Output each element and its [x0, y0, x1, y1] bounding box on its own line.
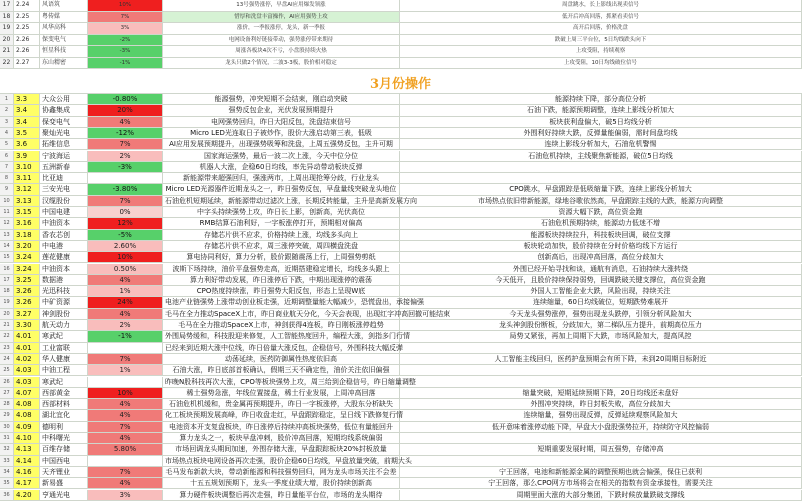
- table-row: [0, 139, 802, 150]
- logic-cell[interactable]: 连续缩量，强势出现反弹，反弹延续观察风险加大: [400, 410, 802, 420]
- logic-cell[interactable]: 跌破上周三平台位，5日均线跌头向下: [400, 35, 802, 46]
- stock-name-cell[interactable]: 百维存储: [40, 444, 88, 454]
- logic-cell[interactable]: 局势又紧张，再加上周期下大跌，市场风险加大，提高风控: [400, 331, 802, 341]
- stock-name-cell[interactable]: 西部材料: [40, 399, 88, 409]
- stock-name-cell[interactable]: 中油工程: [40, 365, 88, 375]
- change-cell[interactable]: 20%: [88, 105, 163, 115]
- stock-name-cell[interactable]: 寒武纪: [40, 377, 88, 387]
- logic-cell[interactable]: 今天龙头强势涨停，强势出现龙头跌停，引领分析风险加大: [400, 309, 802, 319]
- reason-cell[interactable]: 市场回调龙头期间加速，外围存储大涨，早盘跟踪板块20%封板放量: [163, 444, 400, 454]
- row-number[interactable]: 24: [0, 354, 14, 364]
- stock-name-cell[interactable]: 华人健康: [40, 354, 88, 364]
- change-cell[interactable]: -12%: [88, 128, 163, 138]
- change-cell[interactable]: [88, 377, 163, 387]
- table-row: [0, 252, 802, 263]
- change-cell[interactable]: 5.80%: [88, 444, 163, 454]
- date-cell[interactable]: 3.3: [14, 94, 40, 104]
- change-cell[interactable]: 12%: [88, 218, 163, 228]
- stock-name-cell[interactable]: 粤传媒: [40, 12, 88, 23]
- logic-cell[interactable]: 周期里面大涨的大部分集团，下跌时候放量跌破支撑线: [400, 490, 802, 500]
- reason-cell[interactable]: 石油大涨，昨日底部首板确认，假期三天不确定性，油价关注依旧偏强: [163, 365, 400, 375]
- row-number[interactable]: 22: [0, 331, 14, 341]
- row-number[interactable]: 3: [0, 117, 14, 127]
- stock-name-cell[interactable]: 风华高科: [40, 23, 88, 34]
- logic-cell[interactable]: 外国人工智能企业大跌，风险出现，持续关注: [400, 286, 802, 296]
- change-cell[interactable]: [88, 456, 163, 466]
- stock-name-cell[interactable]: 五洲新春: [40, 162, 88, 172]
- date-cell[interactable]: 4.08: [14, 410, 40, 420]
- change-cell[interactable]: 2%: [88, 320, 163, 330]
- change-cell[interactable]: 4%: [88, 410, 163, 420]
- date-cell[interactable]: 3.4: [14, 117, 40, 127]
- reason-cell[interactable]: 13号强势涨停，早盘AI应用爆发领涨: [163, 0, 400, 11]
- logic-cell[interactable]: 连续上影线分析加大，石油危机警惕: [400, 139, 802, 149]
- date-cell[interactable]: 4.10: [14, 433, 40, 443]
- date-cell[interactable]: 4.01: [14, 343, 40, 353]
- reason-cell[interactable]: 市场热点板块电网设备再次走强，股价企稳60日均线，早盘放量突破，前期大头: [165, 456, 412, 465]
- reason-cell[interactable]: 惜厚和洗盘丰富操作，AI应用强势上攻: [163, 12, 400, 23]
- table-row: [0, 331, 802, 342]
- logic-cell[interactable]: 龙头神剑股份断板，分歧加大，第二梯队压力提升，前期高位压力: [400, 320, 802, 330]
- row-number[interactable]: 33: [0, 456, 14, 466]
- stock-name-cell[interactable]: 中科曙光: [40, 433, 88, 443]
- table-row: [0, 399, 802, 410]
- row-number[interactable]: 34: [0, 467, 14, 477]
- logic-cell[interactable]: [400, 173, 802, 183]
- table-row: [0, 320, 802, 331]
- logic-cell[interactable]: 高开后回落，价格洗盘: [400, 23, 802, 34]
- row-number[interactable]: 35: [0, 478, 14, 488]
- stock-name-cell[interactable]: 保变电气: [40, 117, 88, 127]
- stock-name-cell[interactable]: 汉缆股份: [40, 196, 88, 206]
- row-number[interactable]: 2: [0, 105, 14, 115]
- date-cell[interactable]: 2.25: [14, 23, 40, 34]
- row-number[interactable]: 5: [0, 139, 14, 149]
- row-number[interactable]: 20: [0, 35, 14, 46]
- table-row: [0, 12, 802, 24]
- date-cell[interactable]: 3.25: [14, 275, 40, 285]
- table-row: [0, 128, 802, 139]
- change-cell[interactable]: [88, 173, 163, 183]
- date-cell[interactable]: 3.11: [14, 173, 40, 183]
- logic-cell[interactable]: 外围冲突持续，昨日封板失败，高位分歧加大: [400, 399, 802, 409]
- change-cell[interactable]: 3%: [88, 490, 163, 500]
- row-number[interactable]: 15: [0, 252, 14, 262]
- table-row: [0, 94, 802, 105]
- change-cell[interactable]: 4%: [88, 117, 163, 127]
- reason-cell[interactable]: 中字头持续强势上攻，昨日长上影，创新高，光伏高位: [163, 207, 400, 217]
- table-row: [0, 58, 802, 70]
- stock-name-cell[interactable]: 保变电气: [40, 35, 88, 46]
- date-cell[interactable]: 4.16: [14, 467, 40, 477]
- table-row: [0, 241, 802, 252]
- reason-cell[interactable]: 毛马在全力推动SpaceX上市，神剑获得4连板，昨日刚板涨停趋势: [163, 320, 400, 330]
- row-number[interactable]: 22: [0, 58, 14, 69]
- change-cell[interactable]: 7%: [88, 12, 163, 23]
- stock-name-cell[interactable]: 亨通光电: [40, 490, 88, 500]
- table-row: [0, 162, 802, 173]
- change-cell[interactable]: 3%: [88, 23, 163, 34]
- date-cell[interactable]: 2.24: [14, 0, 40, 11]
- change-cell[interactable]: 10%: [88, 0, 163, 11]
- date-cell[interactable]: 3.26: [14, 286, 40, 296]
- change-cell[interactable]: -3%: [88, 162, 163, 172]
- row-number[interactable]: 32: [0, 444, 14, 454]
- reason-cell[interactable]: 国家海运强势，最后一波二次上涨，今天中位分位: [163, 151, 400, 161]
- date-cell[interactable]: 3.5: [14, 128, 40, 138]
- section-title-row: [0, 70, 802, 94]
- stock-name-cell[interactable]: 航天动力: [40, 320, 88, 330]
- stock-name-cell[interactable]: 香农芯创: [40, 230, 88, 240]
- row-number[interactable]: 16: [0, 264, 14, 274]
- change-cell[interactable]: 4%: [88, 399, 163, 409]
- change-cell[interactable]: 2%: [88, 151, 163, 161]
- stock-name-cell[interactable]: 光迅科技: [40, 286, 88, 296]
- logic-cell[interactable]: [400, 343, 802, 353]
- stock-name-cell[interactable]: 中电港: [40, 241, 88, 251]
- stock-name-cell[interactable]: 比亚迪: [40, 173, 88, 183]
- date-cell[interactable]: 3.13: [14, 196, 40, 206]
- reason-cell[interactable]: 电池资本开支复盘板块，昨日涨停后持续冲高板块强势，低位有量能回升: [163, 422, 400, 432]
- reason-cell[interactable]: 石油危机机缓和，贵金属再预期提升，昨日一字板涨停，大股东分析缺失: [163, 399, 400, 409]
- table-row: [0, 456, 802, 467]
- table-row: [0, 377, 802, 388]
- date-cell[interactable]: 4.17: [14, 478, 40, 488]
- stock-name-cell[interactable]: 大众公用: [40, 94, 88, 104]
- row-number[interactable]: 20: [0, 309, 14, 319]
- reason-cell[interactable]: 算力龙头之一，板块早盘冲刺，股价冲高回落，短期均线系统偏弱: [163, 433, 400, 443]
- logic-cell[interactable]: 人工智能主线回归，医药护盘预期会有所下降，未到20周期目标附近: [400, 354, 802, 364]
- row-number[interactable]: 12: [0, 218, 14, 228]
- stock-name-cell[interactable]: 莲花健康: [40, 252, 88, 262]
- row-number[interactable]: 26: [0, 377, 14, 387]
- reason-cell[interactable]: 毛马发布新款大块，带动新能源和科技强势回归，网为龙头市场关注不会差: [163, 467, 400, 477]
- row-number[interactable]: 17: [0, 0, 14, 11]
- row-number[interactable]: 4: [0, 128, 14, 138]
- row-number[interactable]: 25: [0, 365, 14, 375]
- logic-cell[interactable]: 宁王回落，电池和新能源金属的调整预期也就会偏强，保住已获利: [400, 467, 802, 477]
- date-cell[interactable]: 2.27: [14, 58, 40, 69]
- table-row: [0, 433, 802, 444]
- row-number[interactable]: 13: [0, 230, 14, 240]
- logic-cell[interactable]: [400, 433, 802, 443]
- change-cell[interactable]: -1%: [88, 58, 163, 69]
- change-cell[interactable]: 0.50%: [88, 264, 163, 274]
- date-cell[interactable]: 3.16: [14, 218, 40, 228]
- row-number[interactable]: 27: [0, 388, 14, 398]
- reason-cell[interactable]: AI应用发展预期提升，出现强势吸筹和洗盘，上周五强势反包，主升可期: [163, 139, 400, 149]
- table-row: [0, 151, 802, 162]
- table-row: [0, 490, 802, 501]
- date-cell[interactable]: 3.20: [14, 241, 40, 251]
- table-row: [0, 444, 802, 455]
- change-cell[interactable]: 7%: [88, 467, 163, 477]
- logic-cell[interactable]: 外围利好持续大跌，反弹量能偏弱，需时间盘均线: [400, 128, 802, 138]
- reason-cell[interactable]: 外围局势缓和，科技股迎来修复，人工智能热度回升，编程大涨，剑指多门行情: [165, 332, 410, 341]
- table-row: [0, 23, 802, 35]
- row-number[interactable]: 11: [0, 207, 14, 217]
- change-cell[interactable]: -0.80%: [88, 94, 163, 104]
- change-cell[interactable]: 4%: [88, 309, 163, 319]
- row-number[interactable]: 1: [0, 94, 14, 104]
- row-number[interactable]: 18: [0, 286, 14, 296]
- table-row: [0, 173, 802, 184]
- section-title: 3月份操作: [370, 77, 432, 92]
- logic-cell[interactable]: 外围已经开始寻找和谈，通航有消息，石油持续大涨转绕: [400, 264, 802, 274]
- reason-cell[interactable]: 能源强势，冲突短期不会结束，刚启动突破: [163, 94, 400, 104]
- table-row: [0, 0, 802, 12]
- table-row: [0, 264, 802, 275]
- stock-name-cell[interactable]: 恒星科技: [40, 46, 88, 57]
- reason-cell[interactable]: 算电协同利好，算力分析，股价跟随震荡上行，上周强势剪纸: [163, 252, 400, 262]
- stock-name-cell[interactable]: 德明利: [40, 422, 88, 432]
- logic-cell[interactable]: 周盘跳水，长上影线出现卖信号: [400, 0, 802, 11]
- table-row: [0, 275, 802, 286]
- logic-cell[interactable]: 石油危机预期持续，能源动力低迷不增: [400, 218, 802, 228]
- change-cell[interactable]: [88, 343, 163, 353]
- logic-cell[interactable]: 宁王回落，那么CPO网方市场将会在相关的指数有资金承接性，需要关注: [400, 478, 802, 488]
- row-number[interactable]: 36: [0, 490, 14, 500]
- table-row: [0, 117, 802, 128]
- reason-cell[interactable]: 涨价，一季报涨停，龙头，新一季报: [163, 23, 400, 34]
- logic-cell[interactable]: 低开意味着涨停动能下降，早盘大小盘股强势拉开，持续防守风控偏弱: [400, 422, 802, 432]
- row-number[interactable]: 19: [0, 23, 14, 34]
- change-cell[interactable]: 2.60%: [88, 241, 163, 251]
- reason-cell[interactable]: 动荡延续，医药防御属性热度依旧高: [163, 354, 400, 364]
- change-cell[interactable]: 24%: [88, 297, 163, 307]
- table-row: [0, 297, 802, 308]
- change-cell[interactable]: 7%: [88, 139, 163, 149]
- logic-cell[interactable]: 今天低开，且股价持续保持弱势，回调跌破关键支撑位，高位资金跑: [400, 275, 802, 285]
- date-cell[interactable]: 3.24: [14, 264, 40, 274]
- reason-cell[interactable]: Micro LED光连取日子被炒作，股价大涨启动第三表，低吸: [163, 128, 400, 138]
- stock-name-cell[interactable]: 风语筑: [40, 0, 88, 11]
- change-cell[interactable]: -5%: [88, 230, 163, 240]
- date-cell[interactable]: 4.20: [14, 490, 40, 500]
- table-row: [0, 184, 802, 195]
- change-cell[interactable]: 0%: [88, 207, 163, 217]
- change-cell[interactable]: -1%: [88, 331, 163, 341]
- row-number[interactable]: 21: [0, 46, 14, 57]
- date-cell[interactable]: 3.24: [14, 252, 40, 262]
- stock-name-cell[interactable]: 新易盛: [40, 478, 88, 488]
- reason-cell[interactable]: 已经来到近期大涨中位线，昨日倍量大涨反包，企稳信号，外围科技大幅反弹: [165, 343, 403, 352]
- logic-cell[interactable]: [400, 377, 802, 387]
- logic-cell[interactable]: 资源大幅下跌，高位资金跑: [400, 207, 802, 217]
- date-cell[interactable]: 3.12: [14, 184, 40, 194]
- logic-cell[interactable]: 上攻受阻，10日均线破位信号: [400, 58, 802, 69]
- change-cell[interactable]: 7%: [88, 422, 163, 432]
- change-cell[interactable]: -3.80%: [88, 184, 163, 194]
- change-cell[interactable]: 4%: [88, 478, 163, 488]
- row-number[interactable]: 30: [0, 422, 14, 432]
- date-cell[interactable]: 3.18: [14, 230, 40, 240]
- stock-name-cell[interactable]: 三安光电: [40, 184, 88, 194]
- reason-cell[interactable]: 石油危机短期延续，新能源带动过滤次上涨，长期反转能量，主升是高新发展方向: [165, 196, 417, 205]
- table-row: [0, 388, 802, 399]
- reason-cell[interactable]: 电网强势回归，昨日大阳反包，洗盘结束信号: [163, 117, 400, 127]
- row-number[interactable]: 7: [0, 162, 14, 172]
- date-cell[interactable]: 3.30: [14, 320, 40, 330]
- reason-cell[interactable]: 存储芯片供不应求，价格持续上涨，均线多头向上: [163, 230, 400, 240]
- reason-cell[interactable]: 存储芯片供不应求，周三涨停突破，周四横盘洗盘: [163, 241, 400, 251]
- change-cell[interactable]: 4%: [88, 275, 163, 285]
- date-cell[interactable]: 4.02: [14, 354, 40, 364]
- reason-cell[interactable]: 机器人大涨，企稳60日均线，率先异动带动板块反弹: [163, 162, 400, 172]
- logic-cell[interactable]: [400, 162, 802, 172]
- reason-cell[interactable]: 新能源带来超强回归，强涨两市，上周出现抢筹分歧，行业龙头: [163, 173, 400, 183]
- logic-cell[interactable]: 板块轮动加快，股价持续在分时价格均线下方运行: [400, 241, 802, 251]
- reason-cell[interactable]: 电池产业链强势上涨带动创业板走强，近期调整量能大幅减少，恐慌盘出，承接偏强: [165, 298, 424, 307]
- date-cell[interactable]: 3.27: [14, 309, 40, 319]
- row-number[interactable]: 8: [0, 173, 14, 183]
- row-number[interactable]: 18: [0, 12, 14, 23]
- stock-name-cell[interactable]: 中油资本: [40, 218, 88, 228]
- logic-cell[interactable]: [400, 456, 802, 466]
- stock-name-cell[interactable]: 中矿资源: [40, 297, 88, 307]
- date-cell[interactable]: 2.26: [14, 46, 40, 57]
- stock-name-cell[interactable]: 湖北宜化: [40, 410, 88, 420]
- reason-cell[interactable]: Micro LED光源器件近期龙头之一，昨日强势反包，早盘量线突破龙头地位: [163, 184, 400, 194]
- table-row: [0, 422, 802, 433]
- logic-cell[interactable]: 低开后冲高回落，抓紧看卖信号: [400, 12, 802, 23]
- reason-cell[interactable]: RMB结算石油利好，一字板涨停打开，预期相对偏高: [163, 218, 400, 228]
- table-row: [0, 35, 802, 47]
- stock-name-cell[interactable]: 神剑股份: [40, 309, 88, 319]
- change-cell[interactable]: 10%: [88, 252, 163, 262]
- date-cell[interactable]: 4.03: [14, 365, 40, 375]
- reason-cell[interactable]: 龙头只做2个情况，二波3-3板，股价相对稳定: [163, 58, 400, 69]
- table-row: [0, 207, 802, 218]
- table-row: [0, 309, 802, 320]
- logic-cell[interactable]: 连续缩量，60日均线破位，短期跌势难展开: [400, 297, 802, 307]
- change-cell[interactable]: 1%: [88, 365, 163, 375]
- logic-cell[interactable]: 板块获利盘偏大，破5日均线分析: [400, 117, 802, 127]
- table-row: [0, 365, 802, 376]
- reason-cell[interactable]: 毛马在全力推动SpaceX上市，昨日商业航天分化，今天会表现，出现红字冲高回撤可能结束: [165, 309, 451, 318]
- change-cell[interactable]: -2%: [88, 35, 163, 46]
- stock-name-cell[interactable]: 中国西电: [40, 456, 88, 466]
- table-row: [0, 286, 802, 297]
- date-cell[interactable]: 4.13: [14, 444, 40, 454]
- row-number[interactable]: 31: [0, 433, 14, 443]
- table-row: [0, 354, 802, 365]
- change-cell[interactable]: 4%: [88, 433, 163, 443]
- logic-cell[interactable]: 短期重要发展时期，周五强势，存储冲高: [400, 444, 802, 454]
- logic-cell[interactable]: 创新高后，出现冲高回落，高位分歧加大: [400, 252, 802, 262]
- date-cell[interactable]: 3.10: [14, 162, 40, 172]
- reason-cell[interactable]: 电网设备利好链接带动，强势涨停带来期待: [163, 35, 400, 46]
- logic-cell[interactable]: CPO跳水，早盘跟踪是低吸缩量下跌，连续上影线分析加大: [400, 184, 802, 194]
- reason-cell[interactable]: CPO热度持续涨，昨日强势大阳反包，形态上呈现W底: [163, 286, 400, 296]
- table-row: [0, 478, 802, 489]
- reason-cell[interactable]: 算力硬件板块调整后再次走强，昨日量能平台位，市场的龙头期待: [163, 490, 400, 500]
- date-cell[interactable]: 4.09: [14, 422, 40, 432]
- row-number[interactable]: 17: [0, 275, 14, 285]
- date-cell[interactable]: 4.07: [14, 388, 40, 398]
- reason-cell[interactable]: 强势反包企业，光伏发展预期提升: [163, 105, 400, 115]
- date-cell[interactable]: 2.26: [14, 35, 40, 46]
- row-number[interactable]: 21: [0, 320, 14, 330]
- row-number[interactable]: 19: [0, 297, 14, 307]
- table-row: [0, 105, 802, 116]
- stock-name-cell[interactable]: 中国电建: [40, 207, 88, 217]
- change-cell[interactable]: 7%: [88, 196, 163, 206]
- logic-cell[interactable]: 市场热点依旧带新能源，绿地谷歌依然高，早盘跟踪主线的大跌，能源方向调整: [400, 196, 802, 206]
- change-cell[interactable]: 1%: [88, 286, 163, 296]
- reason-cell[interactable]: 周涨各板块4次不亏，小盘股持续火热: [163, 46, 400, 57]
- change-cell[interactable]: 10%: [88, 388, 163, 398]
- stock-name-cell[interactable]: 拓维信息: [40, 139, 88, 149]
- stock-name-cell[interactable]: 天齐锂业: [40, 467, 88, 477]
- logic-cell[interactable]: 能源持续下降，部分高位分析: [400, 94, 802, 104]
- table-row: [0, 343, 802, 354]
- date-cell[interactable]: 4.08: [14, 399, 40, 409]
- stock-name-cell[interactable]: 数据港: [40, 275, 88, 285]
- table-row: [0, 467, 802, 478]
- row-number[interactable]: 10: [0, 196, 14, 206]
- change-cell[interactable]: -3%: [88, 46, 163, 57]
- reason-cell[interactable]: 十五五规划预期下，龙头一季度业绩大增，股价持续创新高: [163, 478, 400, 488]
- reason-cell[interactable]: 稀土强势急涨，年线位置接盘，稀土行业发展，上周冲高回落: [163, 388, 400, 398]
- logic-cell[interactable]: [400, 365, 802, 375]
- row-number[interactable]: 9: [0, 184, 14, 194]
- table-row: [0, 46, 802, 58]
- logic-cell[interactable]: 上攻受阻，持续观察: [400, 46, 802, 57]
- date-cell[interactable]: 4.14: [14, 456, 40, 466]
- date-cell[interactable]: 4.01: [14, 331, 40, 341]
- stock-name-cell[interactable]: 聚灿光电: [40, 128, 88, 138]
- stock-name-cell[interactable]: 宁波海运: [40, 151, 88, 161]
- reason-cell[interactable]: 算力利好带动发展，昨日涨停后下跌，中期出现涨停的震荡: [163, 275, 400, 285]
- stock-name-cell[interactable]: 西部黄金: [40, 388, 88, 398]
- reason-cell[interactable]: 昨晚N股科技再次大涨，CPO等板块强势上攻，周三给到企稳信号，昨日缩量调整: [165, 377, 416, 386]
- logic-cell[interactable]: 石油下跌，能源预期调整，连续上影线分析加大: [400, 105, 802, 115]
- logic-cell[interactable]: 能源板块持续拉升，科技板块回调，破位支撑: [400, 230, 802, 240]
- date-cell[interactable]: 3.15: [14, 207, 40, 217]
- logic-cell[interactable]: 石油危机持续，主线聚焦新能源，破位5日均线: [400, 151, 802, 161]
- row-number[interactable]: 6: [0, 151, 14, 161]
- date-cell[interactable]: 3.26: [14, 297, 40, 307]
- row-number[interactable]: 28: [0, 399, 14, 409]
- reason-cell[interactable]: 化工板块预期发展高峰，昨日收盘走红，早盘跟踪稳定，呈日线下跌修复行情: [165, 411, 403, 420]
- stock-name-cell[interactable]: 工业富联: [40, 343, 88, 353]
- stock-name-cell[interactable]: 中油资本: [40, 264, 88, 274]
- row-number[interactable]: 29: [0, 410, 14, 420]
- table-row: [0, 230, 802, 241]
- row-number[interactable]: 14: [0, 241, 14, 251]
- date-cell[interactable]: 4.03: [14, 377, 40, 387]
- stock-name-cell[interactable]: 协鑫集成: [40, 105, 88, 115]
- stock-name-cell[interactable]: 寒武纪: [40, 331, 88, 341]
- reason-cell[interactable]: 波斯下场持续，油价平盘强势走高，近期搭建稳定增长，均线多头跟上: [163, 264, 400, 274]
- date-cell[interactable]: 3.6: [14, 139, 40, 149]
- stock-name-cell[interactable]: 东山精密: [40, 58, 88, 69]
- change-cell[interactable]: 7%: [88, 354, 163, 364]
- table-row: [0, 218, 802, 229]
- table-row: [0, 410, 802, 421]
- logic-cell[interactable]: 缩量突破，短期延续预期下降，20日均线还未盘好: [400, 388, 802, 398]
- table-row: [0, 196, 802, 207]
- date-cell[interactable]: 2.25: [14, 12, 40, 23]
- date-cell[interactable]: 3.9: [14, 151, 40, 161]
- row-number[interactable]: 23: [0, 343, 14, 353]
- date-cell[interactable]: 3.4: [14, 105, 40, 115]
